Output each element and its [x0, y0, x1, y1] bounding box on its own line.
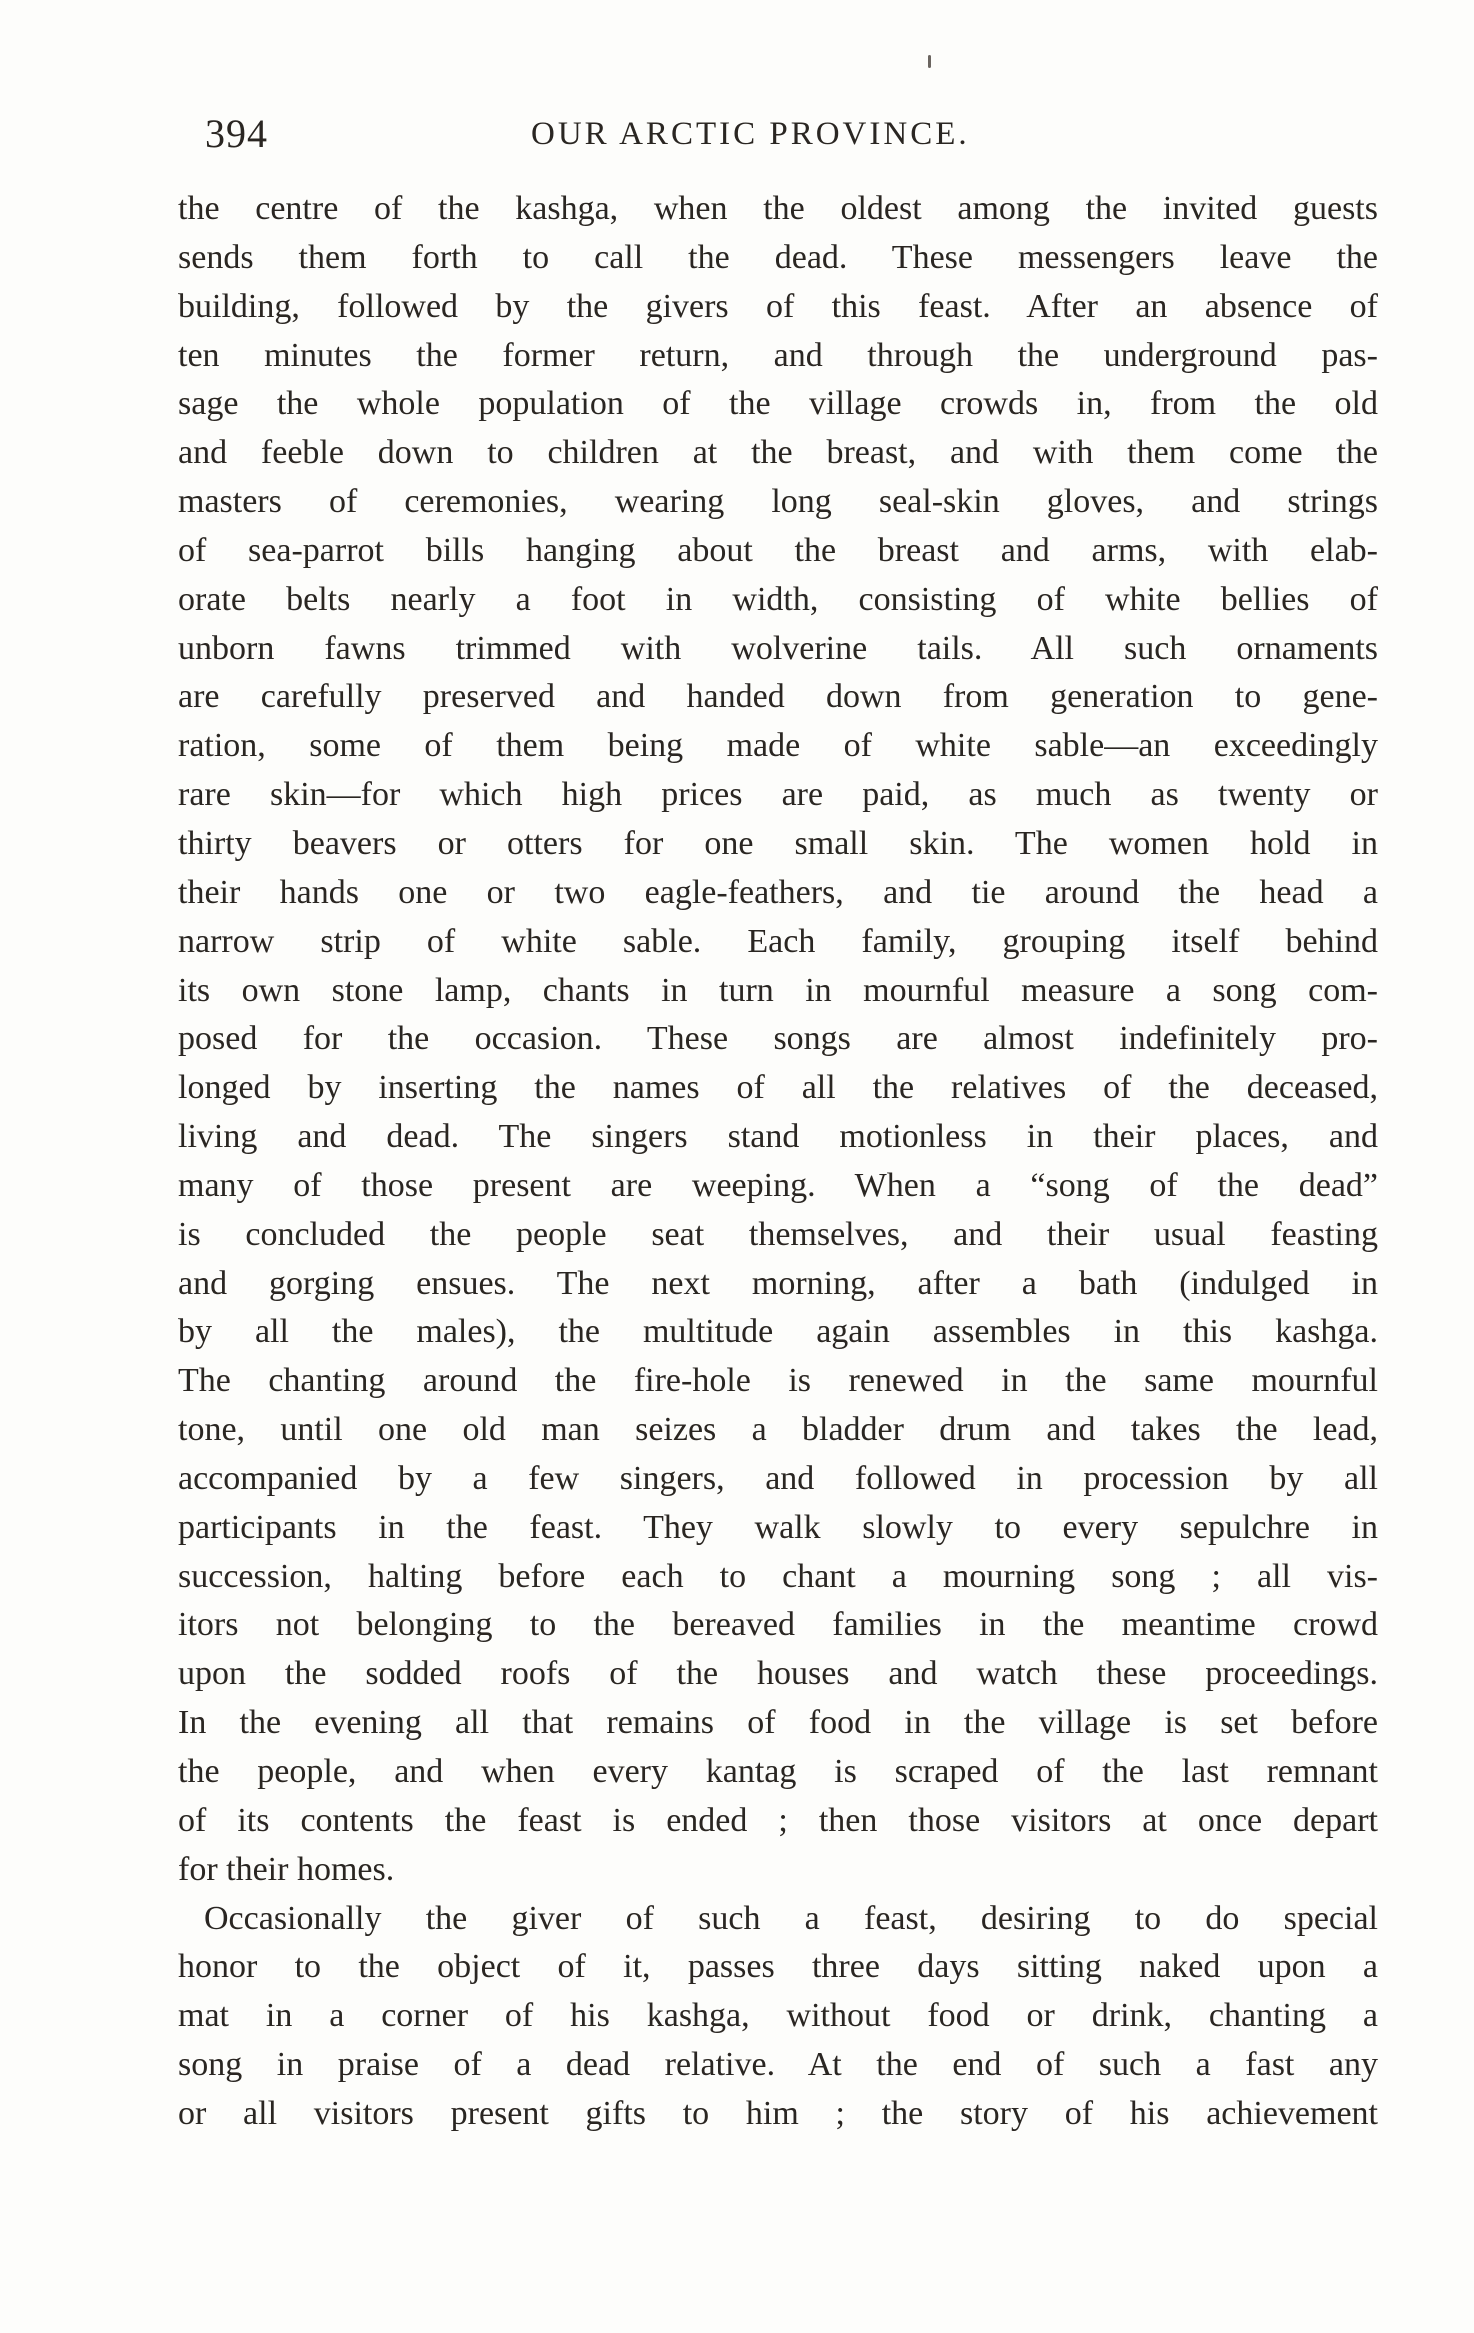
text-line: the centre of the kashga, when the oldest among the invited guests	[178, 190, 1378, 227]
text-line: sends them forth to call the dead. These messengers leave the	[178, 238, 1378, 276]
text-line: sage the whole population of the village crowds in, from the old	[178, 385, 1378, 423]
page-header	[205, 110, 1378, 160]
text-line: building, followed by the givers of this feast. After an absence of	[178, 287, 1378, 325]
text-line: and gorging ensues. The next morning, after a bath (indulged in	[178, 1264, 1378, 1302]
paragraph-2	[178, 1895, 1378, 2139]
text-line: of its contents the feast is ended ; then those visitors at once depart	[178, 1801, 1378, 1839]
text-line: and feeble down to children at the breast, and with them come the	[178, 434, 1378, 472]
text-line: succession, halting before each to chant a mourning song ; all vis-	[178, 1557, 1378, 1595]
text-line: narrow strip of white sable. Each family, grouping itself behind	[178, 922, 1378, 960]
text-line: longed by inserting the names of all the relatives of the deceased,	[178, 1069, 1378, 1107]
text-line: their hands one or two eagle-feathers, and tie around the head a	[178, 873, 1378, 911]
page-number: 394	[205, 111, 268, 156]
body-text	[178, 185, 1378, 2139]
text-line: for their homes.	[178, 1850, 395, 1888]
text-line: rare skin—for which high prices are paid, as much as twenty or	[178, 776, 1378, 814]
text-line: song in praise of a dead relative. At the end of such a fast any	[178, 2046, 1378, 2084]
ink-speck	[928, 55, 931, 68]
text-line: by all the males), the multitude again assembles in this kashga.	[178, 1313, 1378, 1351]
text-line: posed for the occasion. These songs are almost indefinitely pro-	[178, 1020, 1378, 1058]
text-line: the people, and when every kantag is scraped of the last remnant	[178, 1753, 1378, 1790]
text-line: tone, until one old man seizes a bladder drum and takes the lead,	[178, 1411, 1378, 1449]
text-line: living and dead. The singers stand motionless in their places, and	[178, 1118, 1378, 1156]
text-line: are carefully preserved and handed down from generation to gene-	[178, 678, 1378, 716]
text-line: honor to the object of it, passes three days sitting naked upon a	[178, 1948, 1378, 1986]
text-line: many of those present are weeping. When a “song of the dead”	[178, 1166, 1378, 1204]
text-line: upon the sodded roofs of the houses and watch these proceedings.	[178, 1655, 1378, 1693]
text-line: ration, some of them being made of white sable—an exceedingly	[178, 727, 1378, 765]
text-line: is concluded the people seat themselves, and their usual feasting	[178, 1215, 1378, 1253]
text-line: accompanied by a few singers, and followed in procession by all	[178, 1459, 1378, 1497]
text-line: ten minutes the former return, and through the underground pas-	[178, 336, 1378, 374]
text-line: orate belts nearly a foot in width, consisting of white bellies of	[178, 580, 1378, 618]
text-line: its own stone lamp, chants in turn in mournful measure a song com-	[178, 971, 1378, 1009]
paragraph-1	[178, 185, 1378, 1895]
text-line: thirty beavers or otters for one small skin. The women hold in	[178, 824, 1378, 862]
text-line: itors not belonging to the bereaved families in the meantime crowd	[178, 1606, 1378, 1644]
text-line: mat in a corner of his kashga, without food or drink, chanting a	[178, 1997, 1378, 2035]
text-line: unborn fawns trimmed with wolverine tails. All such ornaments	[178, 629, 1378, 667]
running-head: OUR ARCTIC PROVINCE.	[531, 116, 970, 152]
text-line: The chanting around the fire-hole is renewed in the same mournful	[178, 1362, 1378, 1400]
text-line: Occasionally the giver of such a feast, desiring to do special	[204, 1899, 1378, 1937]
text-line: participants in the feast. They walk slowly to every sepulchre in	[178, 1508, 1378, 1546]
text-line: In the evening all that remains of food in the village is set before	[178, 1704, 1378, 1742]
text-line: or all visitors present gifts to him ; the story of his achievement	[178, 2094, 1378, 2132]
text-line: masters of ceremonies, wearing long seal-skin gloves, and strings	[178, 483, 1378, 521]
text-line: of sea-parrot bills hanging about the breast and arms, with elab-	[178, 531, 1378, 569]
